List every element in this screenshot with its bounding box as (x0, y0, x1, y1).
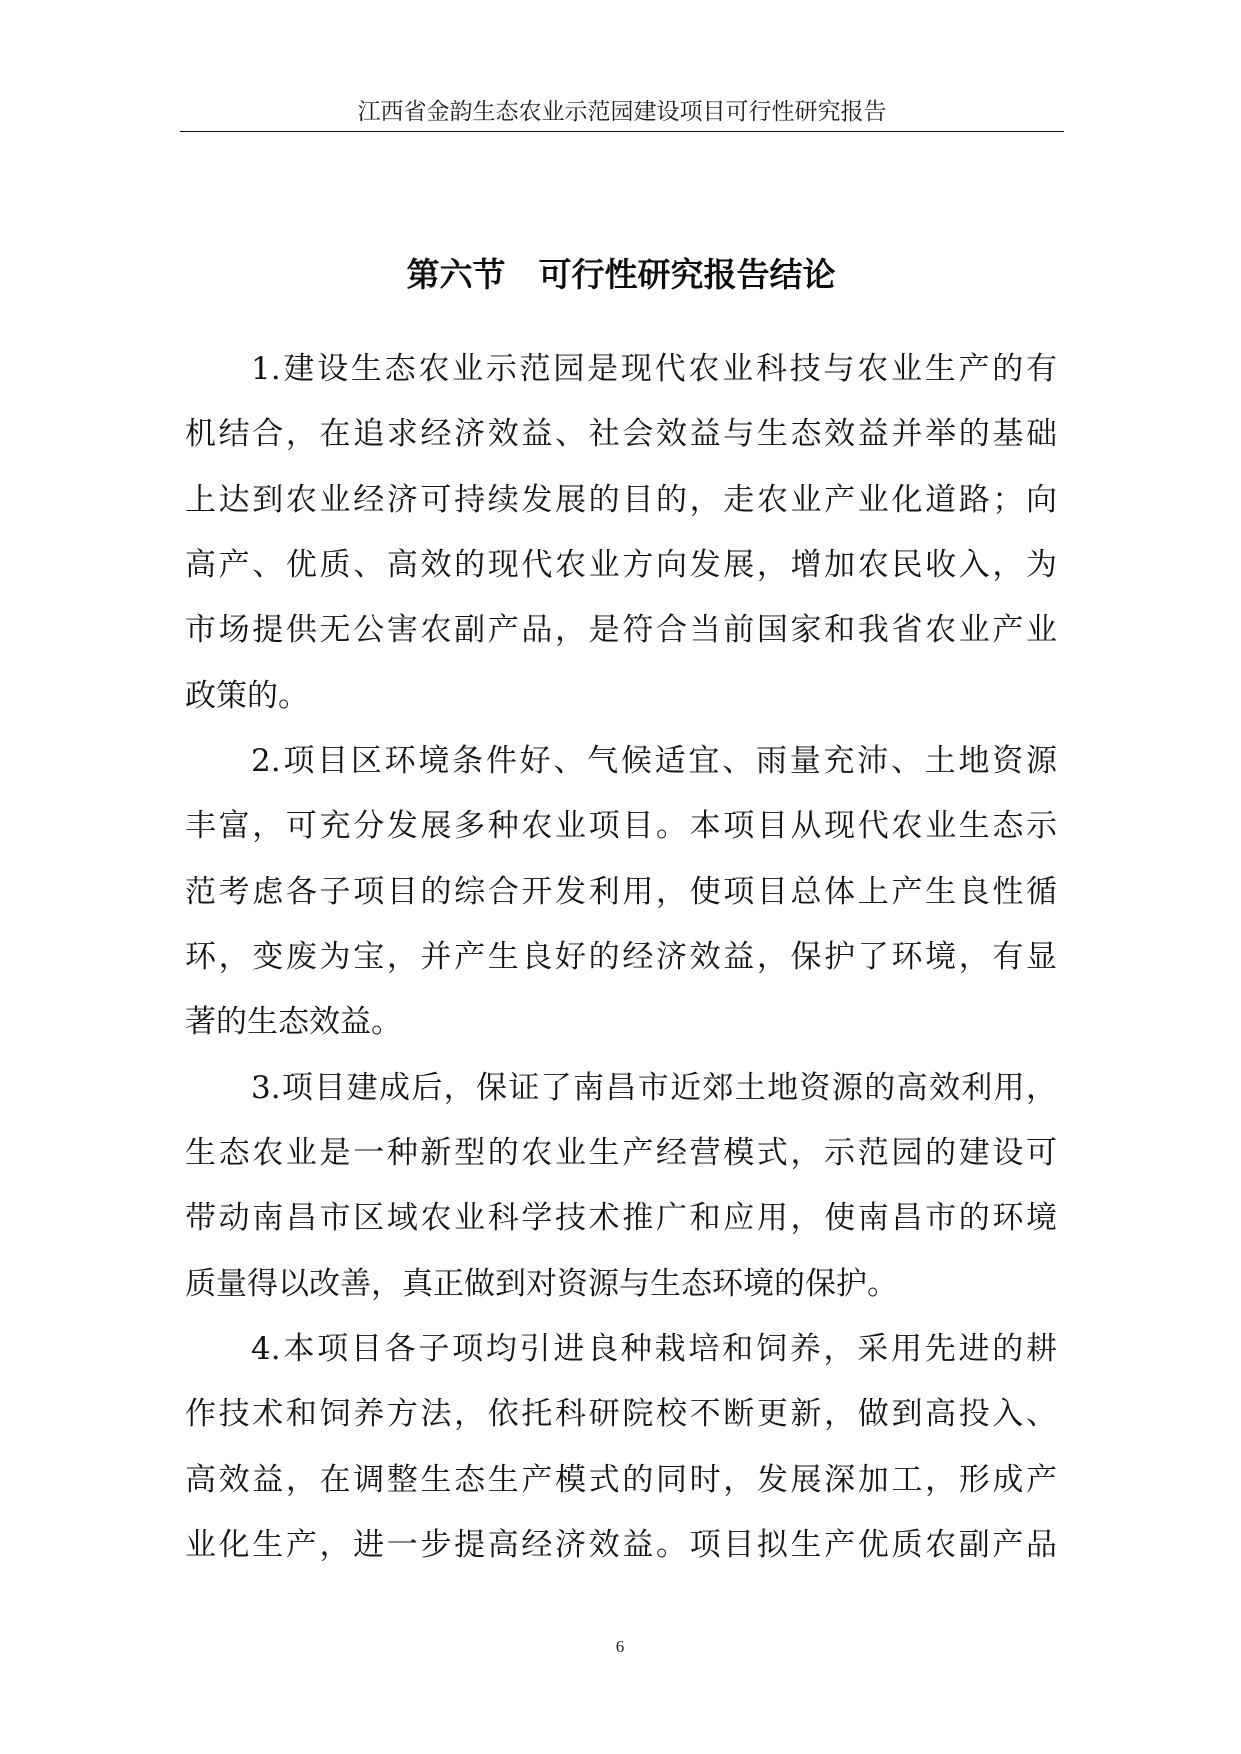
paragraph-3 (185, 1056, 1057, 1317)
paragraph-3-line-4: 质量得以改善，真正做到对资源与生态环境的保护。 (185, 1265, 898, 1302)
paragraph-4 (185, 1317, 1057, 1578)
paragraph-2-line-1: 2.项目区环境条件好、气候适宜、雨量充沛、土地资源 (251, 742, 1057, 779)
paragraph-4-line-4: 业化生产，进一步提高经济效益。项目拟生产优质农副产品 (185, 1526, 1057, 1563)
paragraph-4-line-1: 4.本项目各子项均引进良种栽培和饲养，采用先进的耕 (251, 1330, 1057, 1367)
paragraph-2-line-5: 著的生态效益。 (185, 1004, 402, 1041)
paragraph-4-line-3: 高效益，在调整生态生产模式的同时，发展深加工，形成产 (185, 1461, 1057, 1498)
paragraph-4-line-2: 作技术和饲养方法，依托科研院校不断更新，做到高投入、 (185, 1396, 1057, 1433)
paragraph-1-line-3: 上达到农业经济可持续发展的目的，走农业产业化道路；向 (185, 481, 1057, 518)
paragraph-2-line-3: 范考虑各子项目的综合开发利用，使项目总体上产生良性循 (185, 873, 1057, 910)
paragraph-2-line-2: 丰富，可充分发展多种农业项目。本项目从现代农业生态示 (185, 808, 1057, 845)
paragraph-2 (185, 729, 1057, 1056)
paragraph-1 (185, 337, 1057, 729)
paragraph-2-line-4: 环，变废为宝，并产生良好的经济效益，保护了环境，有显 (185, 938, 1057, 975)
body-text (185, 337, 1057, 1578)
paragraph-3-line-3: 带动南昌市区域农业科学技术推广和应用，使南昌市的环境 (185, 1200, 1057, 1237)
header-rule (180, 131, 1064, 132)
paragraph-3-line-2: 生态农业是一种新型的农业生产经营模式，示范园的建设可 (185, 1134, 1057, 1171)
paragraph-3-line-1: 3.项目建成后，保证了南昌市近郊土地资源的高效利用， (251, 1069, 1057, 1106)
paragraph-1-line-4: 高产、优质、高效的现代农业方向发展，增加农民收入，为 (185, 546, 1057, 583)
paragraph-1-line-6: 政策的。 (185, 677, 309, 714)
paragraph-1-line-5: 市场提供无公害农副产品，是符合当前国家和我省农业产业 (185, 612, 1057, 649)
paragraph-1-line-1: 1.建设生态农业示范园是现代农业科技与农业生产的有 (251, 351, 1057, 387)
page-number: 6 (615, 1637, 625, 1656)
section-title: 第六节 可行性研究报告结论 (406, 255, 836, 294)
running-header: 江西省金韵生态农业示范园建设项目可行性研究报告 (357, 99, 887, 125)
paragraph-1-line-2: 机结合，在追求经济效益、社会效益与生态效益并举的基础 (185, 416, 1057, 453)
